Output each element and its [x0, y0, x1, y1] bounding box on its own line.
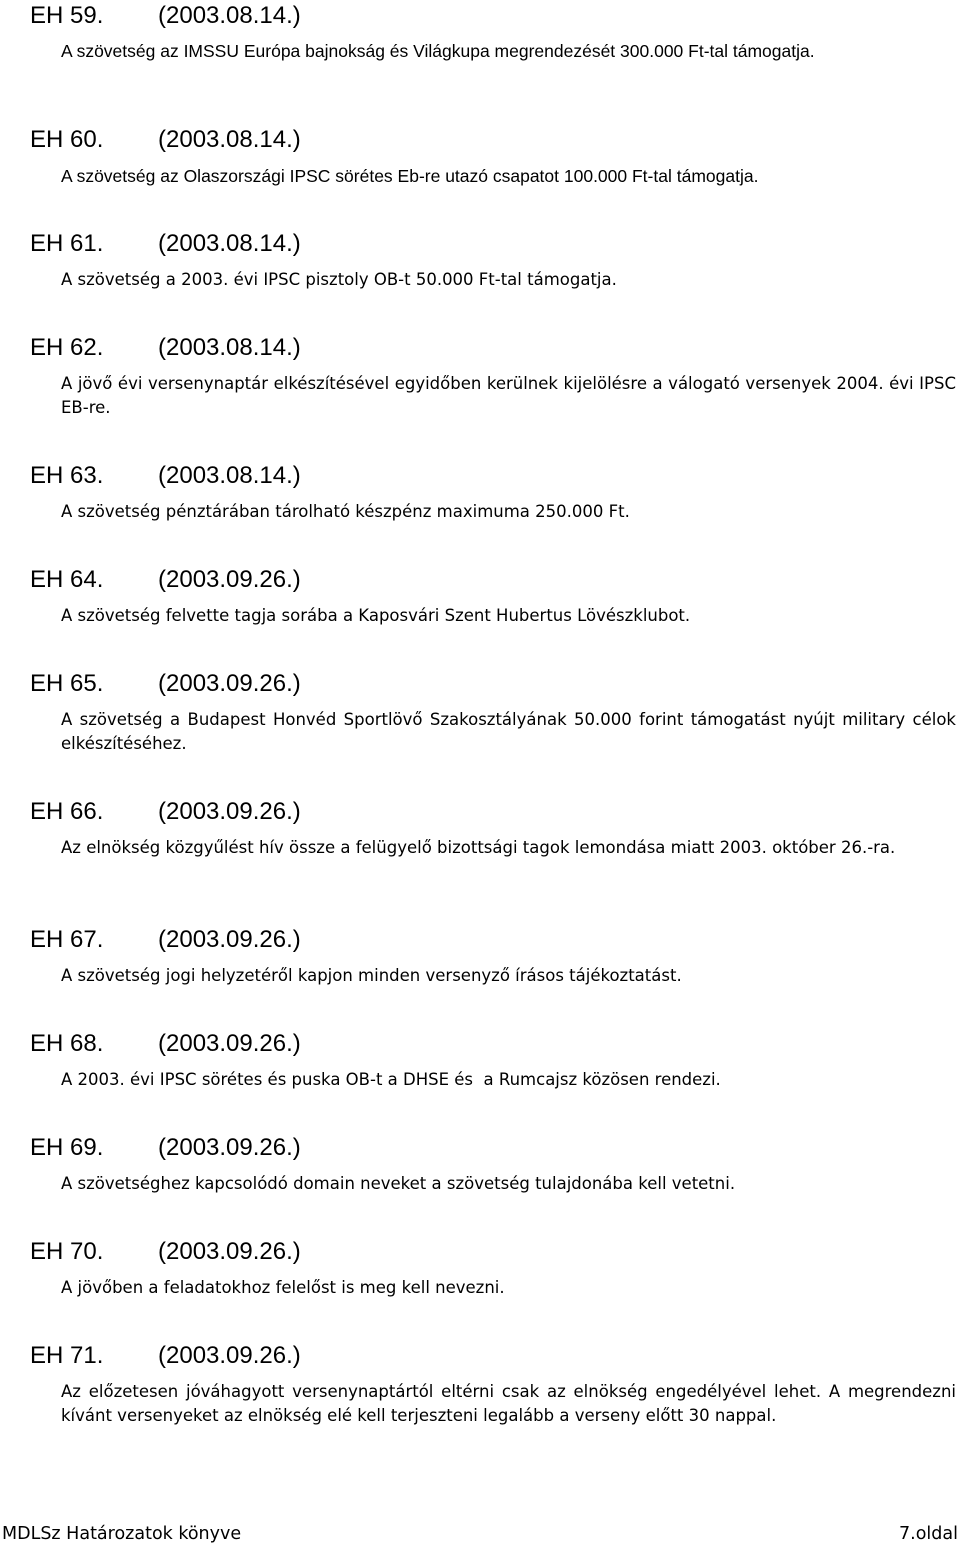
resolution-entry [30, 1134, 956, 1196]
resolution-number: EH 66. [30, 798, 104, 825]
resolution-text: A szövetség felvette tagja sorába a Kaposvári Szent Hubertus Lövészklubot. [61, 606, 691, 625]
resolution-date: (2003.09.26.) [158, 1030, 301, 1057]
resolution-heading [30, 670, 956, 698]
resolution-date: (2003.09.26.) [158, 798, 301, 825]
resolution-date: (2003.09.26.) [158, 1238, 301, 1265]
resolution-number: EH 63. [30, 462, 104, 489]
resolution-text: A 2003. évi IPSC sörétes és puska OB-t a DHSE és a Rumcajsz közösen rendezi. [61, 1070, 721, 1089]
resolution-heading [30, 126, 956, 154]
resolution-number: EH 61. [30, 230, 104, 257]
resolution-number: EH 62. [30, 334, 104, 361]
resolution-text: A szövetséghez kapcsolódó domain neveket a szövetség tulajdonába kell vetetni. [61, 1174, 736, 1193]
resolution-date: (2003.08.14.) [158, 2, 301, 29]
resolution-text: A szövetség az Olaszországi IPSC sörétes Eb-re utazó csapatot 100.000 Ft-tal támogatja. [61, 166, 759, 186]
resolution-entry [30, 670, 956, 756]
resolution-heading [30, 798, 956, 826]
resolution-heading [30, 1342, 956, 1370]
resolution-entry [30, 126, 956, 188]
resolution-entry [30, 1342, 956, 1428]
footer-page-number: 7.oldal [899, 1524, 958, 1544]
resolution-entry [30, 1238, 956, 1300]
resolution-heading [30, 1030, 956, 1058]
resolution-heading [30, 926, 956, 954]
resolution-number: EH 60. [30, 126, 104, 153]
resolution-entry [30, 462, 956, 524]
resolution-number: EH 69. [30, 1134, 104, 1161]
page-footer [2, 1521, 958, 1547]
resolution-text: A jövőben a feladatokhoz felelőst is meg kell nevezni. [61, 1278, 505, 1297]
resolution-heading [30, 230, 956, 258]
resolution-number: EH 68. [30, 1030, 104, 1057]
resolution-heading [30, 1238, 956, 1266]
resolution-heading [30, 2, 956, 30]
footer-title: MDLSz Határozatok könyve [2, 1524, 242, 1544]
resolution-date: (2003.08.14.) [158, 230, 301, 257]
resolution-text: A szövetség a Budapest Honvéd Sportlövő Szakosztályának 50.000 forint támogatást nyújt military célok elkészítéséhez. [61, 710, 956, 753]
resolution-date: (2003.09.26.) [158, 670, 301, 697]
resolution-number: EH 64. [30, 566, 104, 593]
resolution-text: A szövetség a 2003. évi IPSC pisztoly OB-t 50.000 Ft-tal támogatja. [61, 270, 617, 289]
resolution-entry [30, 566, 956, 628]
resolution-number: EH 71. [30, 1342, 104, 1369]
resolution-entry [30, 926, 956, 988]
resolution-text: A szövetség pénztárában tárolható készpénz maximuma 250.000 Ft. [61, 502, 630, 521]
resolution-text: A szövetség az IMSSU Európa bajnokság és Világkupa megrendezését 300.000 Ft-tal támogatja. [61, 41, 815, 61]
resolution-number: EH 67. [30, 926, 104, 953]
resolution-date: (2003.08.14.) [158, 462, 301, 489]
resolution-date: (2003.09.26.) [158, 1134, 301, 1161]
resolution-heading [30, 334, 956, 362]
resolution-entry [30, 2, 956, 63]
resolution-entry [30, 334, 956, 420]
resolution-text: A jövő évi versenynaptár elkészítésével egyidőben kerülnek kijelölésre a válogató versenyek 2004. évi IPSC EB-re. [61, 374, 956, 417]
resolution-date: (2003.09.26.) [158, 566, 301, 593]
resolution-heading [30, 462, 956, 490]
resolution-date: (2003.08.14.) [158, 126, 301, 153]
resolution-number: EH 59. [30, 2, 104, 29]
resolution-date: (2003.09.26.) [158, 1342, 301, 1369]
resolution-entry [30, 798, 956, 860]
resolution-entry [30, 1030, 956, 1092]
resolution-text: Az elnökség közgyűlést hív össze a felügyelő bizottsági tagok lemondása miatt 2003. október 26.-ra. [61, 838, 896, 857]
resolution-number: EH 70. [30, 1238, 104, 1265]
resolution-entry [30, 230, 956, 292]
resolution-text: A szövetség jogi helyzetéről kapjon minden versenyző írásos tájékoztatást. [61, 966, 682, 985]
resolution-number: EH 65. [30, 670, 104, 697]
resolution-date: (2003.09.26.) [158, 926, 301, 953]
resolution-heading [30, 1134, 956, 1162]
resolution-date: (2003.08.14.) [158, 334, 301, 361]
resolution-heading [30, 566, 956, 594]
resolution-text: Az előzetesen jóváhagyott versenynaptártól eltérni csak az elnökség engedélyével lehet. A megrendezni kívánt versenyeket az elnökség elé kell terjeszteni legalább a verseny előtt 30 nappal. [61, 1382, 956, 1425]
